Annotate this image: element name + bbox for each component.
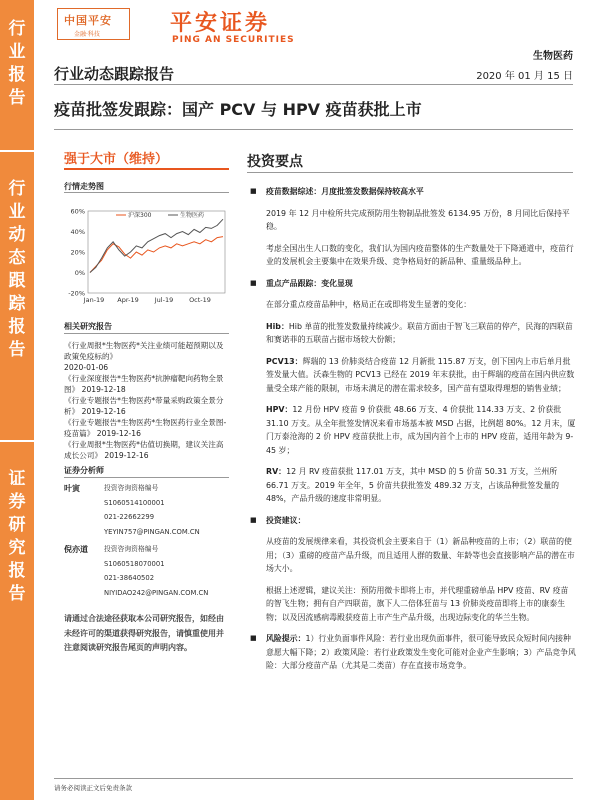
related-report[interactable]: 《行业专题报告*生物医药*带量采购政策全景分析》 2019-12-16 [64,396,224,416]
y-tick-label: 60% [70,207,85,216]
divider [64,333,229,334]
analyst-email[interactable]: YEYIN757@PINGAN.COM.CN [104,527,200,536]
side-label-report: 行 业 报 告 [8,19,26,108]
related-reports-title: 相关研究报告 [64,322,112,331]
divider [64,477,229,478]
side-divider [0,150,34,152]
rating: 强于大市（维持） [64,152,169,167]
paragraph: 2019 年 12 月中检所共完成预防用生物制品批签发 6134.95 万份，8 月同比后保持平稳。 [266,208,570,231]
paragraph: 根据上述逻辑，建议关注：预防用微卡即将上市，并代理重磅单品 HPV 疫苗、RV 疫苗的智飞生物；拥有自产四联苗，旗下人二倍体狂苗与 13 价肺炎疫苗即将上市的康泰生物；以及因流感病毒殿获疫苗上市产生产品升级，出现边际变化的华兰生物。 [266,585,569,622]
chart-frame [88,211,225,293]
divider [64,192,229,193]
investment-points-body [250,185,576,681]
investment-points-title: 投资要点 [247,154,303,170]
disclaimer: 请通过合法途径获取本公司研究报告，如经由未经许可的渠道获得研究报告，请慎重使用并注意阅读研究报告尾页的声明内容。 [64,614,224,652]
paragraph: PCV13：辉瑞的 13 价肺炎结合疫苗 12 月新批 115.87 万支，创下国内上市后单月批签发量大值。沃森生物的 PCV13 已经在 2019 年末获批，由于辉瑞的疫苗在国内供应数量受全球产能的限制，市场未满足的潜在需求较多，国产苗有望取得理想的销售业绩； [266,356,575,393]
industry-label: 生物医药 [533,51,573,62]
side-label-research: 证 券 研 究 报 告 [8,469,26,604]
related-report[interactable]: 《行业周报*生物医药*关注业绩可能超预期以及政策免疫标的》 2020-01-06 [64,341,224,372]
pingan-logo: 中国平安 金融·科技 [57,8,130,40]
paragraph: RV：12 月 RV 疫苗获批 117.01 万支，其中 MSD 的 5 价苗 50.31 万支，兰州所 66.71 万支。2019 年全年，5 价苗共获批签发 489.32 万支，占该品种批签发量的 48%，产品升级的速度非常明显。 [266,467,559,503]
rating-underline [64,168,229,170]
section-heading: ■ 疫苗数据综述：月度批签发数据保持较高水平 [250,185,576,199]
divider [54,84,573,85]
related-report[interactable]: 《行业周报*生物医药*估值切换期，建议关注高成长公司》 2019-12-16 [64,440,224,460]
paragraph: HPV：12 月份 HPV 疫苗 9 价获批 48.66 万支、4 价获批 114.33 万支、2 价获批 31.10 万支。从全年批签发情况来看市场基本被 MSD 占据，比例超 80%。12 月末，厦门万泰沧海的 2 价 HPV 疫苗获批上市，成为国内首个上市的 HPV 疫苗，适用年龄为 9-45 岁； [266,405,576,455]
brand-name: 平安证券 [170,11,271,36]
trend-title: 行情走势图 [64,182,104,191]
side-divider [0,440,34,442]
y-tick-label: 20% [70,248,85,257]
series-line [90,237,223,273]
y-tick-label: -20% [68,289,85,298]
market-trend-chart [60,199,230,311]
paragraph: 在部分重点疫苗品种中，格局正在或即将发生显著的变化： [266,300,472,309]
side-label-tracking: 行 业 动 态 跟 踪 报 告 [8,179,26,360]
related-report[interactable]: 《行业专题报告*生物医药*生物医药行业全景图-疫苗篇》 2019-12-16 [64,418,227,438]
analyst-info: 投资咨询资格编号 S1060518070001 021-38640502 NIYIDAO242@PINGAN.COM.CN [104,542,208,600]
analysts-title: 证券分析师 [64,466,104,475]
paragraph: Hib：Hib 单苗的批签发数量持续减少。联苗方面由于智飞三联苗的停产，民海的四联苗和赛诺菲的五联苗占据市场较大份额； [266,321,573,344]
report-title: 疫苗批签发跟踪：国产 PCV 与 HPV 疫苗获批上市 [54,100,422,119]
related-report[interactable]: 《行业深度报告*生物医药*抗肿瘤靶向药物全景图》 2019-12-18 [64,374,224,394]
x-tick-label: Oct-19 [189,296,211,304]
side-band [0,0,34,800]
legend-label: 沪深300 [128,212,152,219]
analyst-name: 倪亦道 [64,545,88,554]
paragraph: 从疫苗的发展规律来看，其投资机会主要来自于（1）新品种疫苗的上市；（2）联苗的使用；（3）重磅的疫苗产品升级，而且适用人群的数量、年龄等也会直接影响产品的潜在市场大小。 [266,537,575,573]
y-tick-label: 40% [70,228,85,236]
brand-name-en: PING AN SECURITIES [172,35,295,45]
x-tick-label: Jul-19 [154,296,174,304]
series-line [90,219,223,272]
x-tick-label: Apr-19 [117,296,139,304]
analyst-info: 投资咨询资格编号 S1060514100001 021-22662299 YEYIN757@PINGAN.COM.CN [104,481,200,539]
section-heading: ■ 投资建议： [250,514,576,528]
divider [247,172,573,173]
divider [54,778,573,779]
risk-paragraph: ■ 风险提示：1）行业负面事件风险：若行业出现负面事件，很可能导致民众短时间内接种意愿大幅下降；2）政策风险：若行业政策发生变化可能对企业产生影响；3）产品竞争风险：大部分疫苗产品（尤其是二类苗）存在直接市场竞争。 [250,632,576,673]
divider [54,129,573,130]
report-date: 2020 年 01 月 15 日 [476,71,573,82]
x-tick-label: Jan-19 [83,296,105,304]
footer-note: 请务必阅读正文后免责条款 [54,784,132,792]
related-reports-list [64,340,230,461]
analyst-email[interactable]: NIYIDAO242@PINGAN.COM.CN [104,588,209,597]
paragraph: 考虑全国出生人口数的变化，我们认为国内疫苗整体的生产数量处于下降通道中，疫苗行业的发展机会主要集中在效果升级、竞争格局好的新品种、重量级品种上。 [266,243,574,266]
report-type: 行业动态跟踪报告 [54,65,175,83]
legend-label: 生物医药 [180,212,205,219]
section-heading: ■ 重点产品跟踪：变化显现 [250,277,576,291]
analyst-name: 叶寅 [64,484,80,493]
y-tick-label: 0% [74,269,85,277]
